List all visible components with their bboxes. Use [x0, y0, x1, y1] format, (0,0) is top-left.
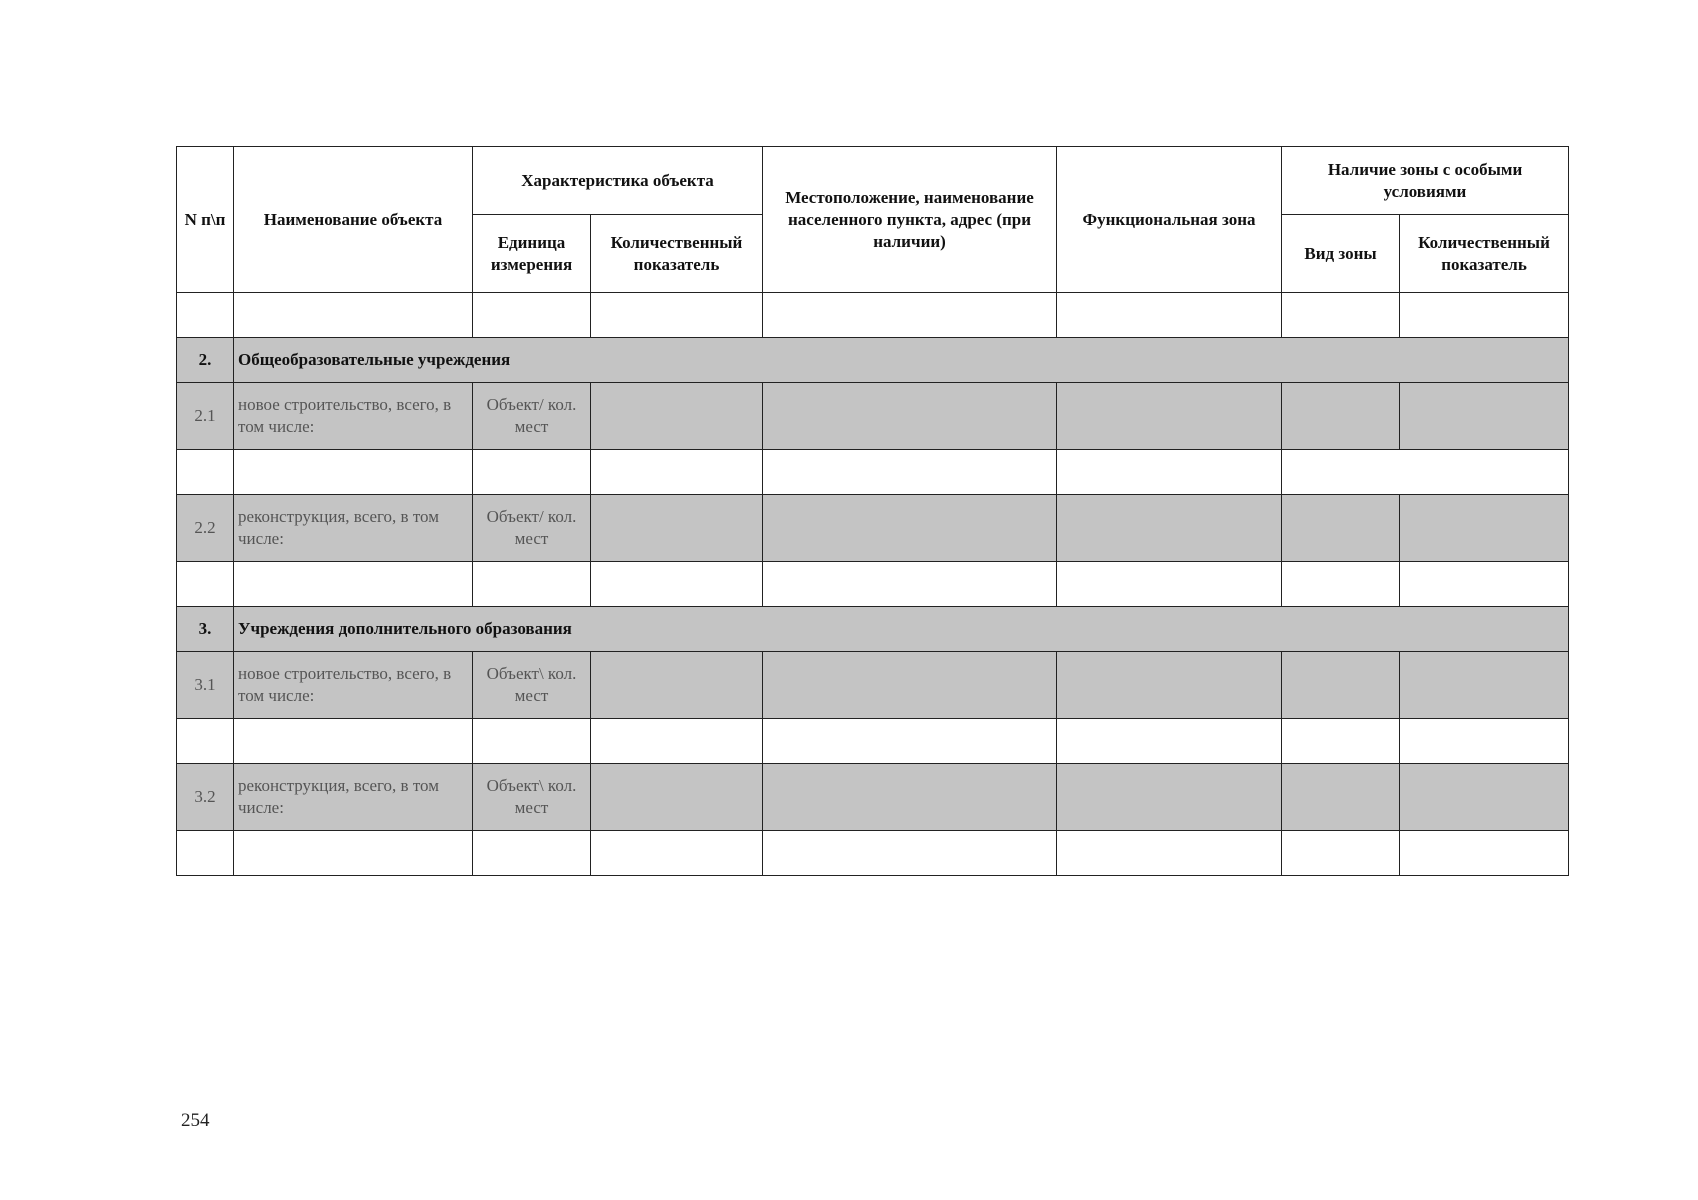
table-cell [763, 719, 1057, 764]
item-unit: Объект\ кол. мест [473, 764, 591, 831]
table-cell [591, 719, 763, 764]
table-cell [1057, 495, 1282, 562]
table-cell [591, 450, 763, 495]
table-cell [177, 450, 234, 495]
table-cell [177, 719, 234, 764]
item-name: реконструкция, всего, в том числе: [234, 764, 473, 831]
table-row [177, 764, 1569, 831]
table-cell [1400, 652, 1569, 719]
planning-table [176, 146, 1569, 876]
table-cell [763, 652, 1057, 719]
header-zone-quantity: Количественный показатель [1400, 215, 1569, 293]
table-cell [234, 831, 473, 876]
table-cell [1057, 383, 1282, 450]
section-row [177, 607, 1569, 652]
header-quantity: Количественный показатель [591, 215, 763, 293]
table-cell [591, 562, 763, 607]
table-cell [763, 495, 1057, 562]
table-cell [473, 719, 591, 764]
table-cell [1282, 719, 1400, 764]
table-cell [591, 764, 763, 831]
table-cell [763, 450, 1057, 495]
header-special-zone: Наличие зоны с особыми условиями [1282, 147, 1569, 215]
item-unit: Объект\ кол. мест [473, 652, 591, 719]
table-cell [1282, 293, 1400, 338]
item-name: новое строительство, всего, в том числе: [234, 383, 473, 450]
table-cell [1057, 764, 1282, 831]
header-functional-zone: Функциональная зона [1057, 147, 1282, 293]
table-cell [234, 562, 473, 607]
table-row [177, 450, 1569, 495]
table-cell [1057, 450, 1282, 495]
table-row [177, 293, 1569, 338]
header-location: Местоположение, наименование населенного пункта, адрес (при наличии) [763, 147, 1057, 293]
table-cell [1400, 383, 1569, 450]
table-cell [177, 831, 234, 876]
table-cell [177, 562, 234, 607]
table-cell [1282, 383, 1400, 450]
table-row [177, 495, 1569, 562]
section-row [177, 338, 1569, 383]
table-cell [1400, 764, 1569, 831]
table-cell [763, 764, 1057, 831]
table-cell [1282, 562, 1400, 607]
header-zone-type: Вид зоны [1282, 215, 1400, 293]
item-name: реконструкция, всего, в том числе: [234, 495, 473, 562]
item-name: новое строительство, всего, в том числе: [234, 652, 473, 719]
table-cell [473, 450, 591, 495]
table-cell [591, 293, 763, 338]
table-cell [1400, 831, 1569, 876]
table-cell [591, 652, 763, 719]
item-number: 2.2 [177, 495, 234, 562]
table-cell [177, 293, 234, 338]
table-cell [591, 831, 763, 876]
table-cell [1400, 562, 1569, 607]
table-cell [473, 562, 591, 607]
table-cell [1057, 562, 1282, 607]
item-number: 2.1 [177, 383, 234, 450]
section-number: 2. [177, 338, 234, 383]
section-title: Учреждения дополнительного образования [234, 607, 1569, 652]
table-cell [1282, 450, 1569, 495]
header-num: N п\п [177, 147, 234, 293]
section-title: Общеобразовательные учреждения [234, 338, 1569, 383]
item-unit: Объект/ кол. мест [473, 495, 591, 562]
table-cell [1400, 293, 1569, 338]
table-cell [1400, 719, 1569, 764]
table-cell [1282, 764, 1400, 831]
table-row [177, 383, 1569, 450]
item-number: 3.2 [177, 764, 234, 831]
table-cell [1057, 831, 1282, 876]
table-cell [591, 495, 763, 562]
table-cell [1057, 293, 1282, 338]
table-cell [1057, 652, 1282, 719]
table-cell [763, 383, 1057, 450]
table-cell [591, 383, 763, 450]
table-row [177, 652, 1569, 719]
table-cell [1282, 652, 1400, 719]
table-cell [1057, 719, 1282, 764]
table-cell [763, 562, 1057, 607]
table-cell [234, 293, 473, 338]
table-cell [473, 293, 591, 338]
section-number: 3. [177, 607, 234, 652]
table-cell [234, 450, 473, 495]
table-cell [763, 831, 1057, 876]
table-cell [1282, 831, 1400, 876]
table-row [177, 562, 1569, 607]
item-unit: Объект/ кол. мест [473, 383, 591, 450]
table-cell [473, 831, 591, 876]
header-name: Наименование объекта [234, 147, 473, 293]
header-characteristics: Характеристика объекта [473, 147, 763, 215]
table-cell [234, 719, 473, 764]
page-number: 254 [181, 1110, 210, 1131]
table-row [177, 719, 1569, 764]
table-row [177, 831, 1569, 876]
header-unit: Единица измерения [473, 215, 591, 293]
table-cell [1400, 495, 1569, 562]
item-number: 3.1 [177, 652, 234, 719]
table-cell [763, 293, 1057, 338]
table-cell [1282, 495, 1400, 562]
